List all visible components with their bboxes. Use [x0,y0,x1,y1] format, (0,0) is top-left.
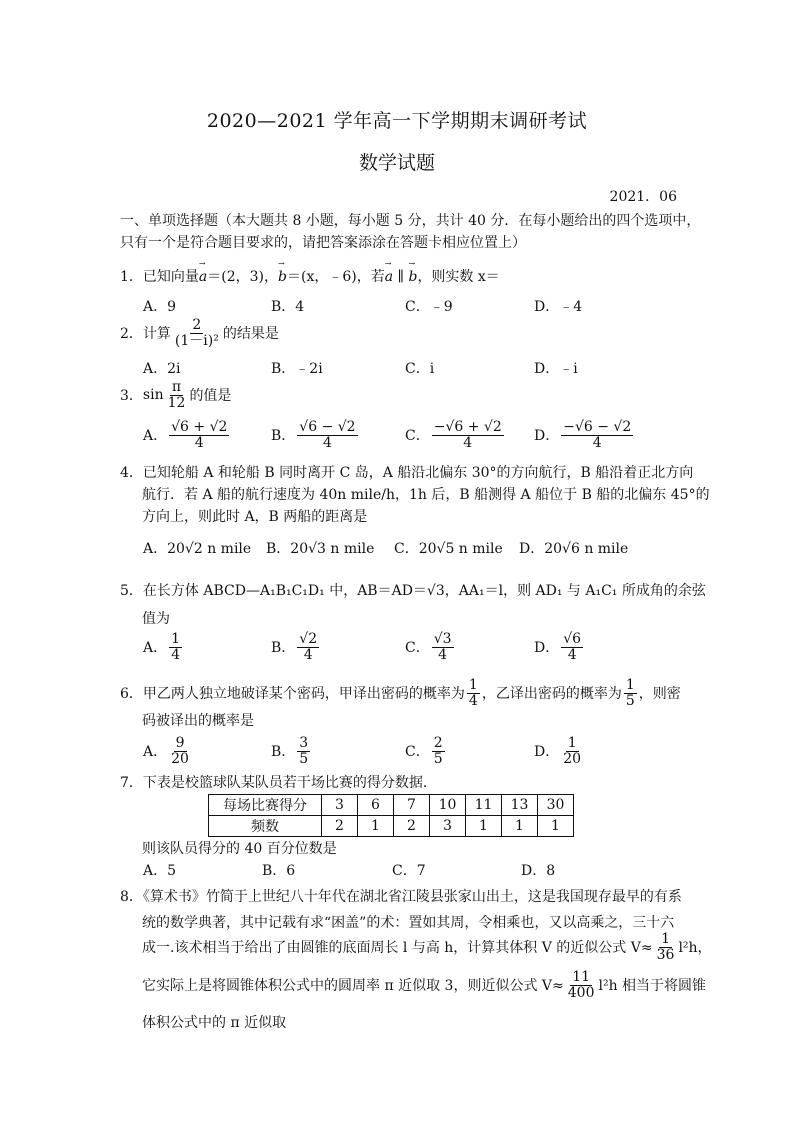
question-8-line2: 统的数学典著，其中记载有求“困盖”的术：置如其周，令相乘也，又以高乘之，三十六 [142,915,675,931]
question-7-line1: 7．下表是校篮球队某队员若干场比赛的得分数据． [120,775,437,791]
question-2: 2． 计算 $\frac{2}{\text{(1－i)²}}$ 的结果是 [120,317,279,349]
q5-option-d: D． $\frac{√6}{4}$ [534,631,582,663]
q2-option-c: C．i [405,361,435,377]
q3-option-c: C． $\frac{-√6 + √2}{4}$ [405,419,502,451]
question-number: 1． [120,269,143,285]
question-6-line2: 码被译出的概率是 [142,713,254,729]
section-heading-line2: 只有一个是符合题目要求的，请把答案添涂在答题卡相应位置上） [120,235,526,251]
table-cell: 30 [538,795,574,816]
question-1: 1．已知向量→ a＝(2，3)，→ b＝(x，﹣6)，若→ a ∥ → b，则实数 x＝ [120,266,500,286]
q7-option-a: A．5 [143,863,177,879]
question-8-line5: 体积公式中的 π 近似取 [142,1015,287,1031]
q2-option-b: B．﹣2i [271,361,323,377]
table-cell: 1 [502,816,538,837]
q6-option-a: A． $\frac{9}{20}$ [143,735,189,767]
table-row [209,795,574,816]
table-cell: 1 [358,816,394,837]
q1-option-c: C．﹣9 [405,299,453,315]
table-cell: 3 [322,795,358,816]
q6-option-c: C． $\frac{2}{5}$ [405,735,443,767]
table-cell: 6 [358,795,394,816]
fraction: $\frac{\pi}{12}$ [167,379,186,411]
q7-option-d: D．8 [521,863,556,879]
q4-option-b: B．20√3 n mile [266,541,375,557]
question-8-line4: 它实际上是将圆锥体积公式中的圆周率 π 近似取 3，则近似公式 V≈ $\frac{11}{400}$ l²h 相当于将圆锥 [142,969,707,1001]
q3-option-a: A． $\frac{√6 + √2}{4}$ [143,419,228,451]
question-4-line2: 航行．若 A 船的航行速度为 40n mile/h，1h 后，B 船测得 A 船位于 B 船的北偏东 45°的 [142,487,710,503]
question-5-line1: 5．在长方体 ABCD—A₁B₁C₁D₁ 中，AB＝AD＝√3，AA₁＝l，则 AD₁ 与 A₁C₁ 所成角的余弦 [120,583,706,599]
question-4-line3: 方向上，则此时 A，B 两船的距离是 [142,509,368,525]
table-cell: 2 [394,816,430,837]
q7-option-b: B．6 [262,863,296,879]
exam-title: 2020—2021 学年高一下学期期末调研考试 [206,110,588,132]
table-cell: 3 [430,816,466,837]
exam-subtitle: 数学试题 [358,152,435,174]
section-heading-line1: 一、单项选择题（本大题共 8 小题，每小题 5 分，共计 40 分．在每小题给出的四个选项中， [120,213,701,229]
question-8-line1: 8．《算术书》竹简于上世纪八十年代在湖北省江陵县张家山出土，这是我国现存最早的有系 [120,889,682,905]
fraction: $\frac{2}{\text{(1－i)²}}$ [174,317,219,349]
table-cell: 13 [502,795,538,816]
q2-option-a: A．2i [143,361,181,377]
q1-option-b: B．4 [271,299,305,315]
table-cell: 11 [466,795,502,816]
table-cell: 1 [538,816,574,837]
question-7-line2: 则该队员得分的 40 百分位数是 [142,841,337,857]
q6-option-d: D． $\frac{1}{20}$ [534,735,582,767]
q5-option-b: B． $\frac{√2}{4}$ [271,631,318,663]
q1-option-a: A．9 [143,299,177,315]
table-cell: 2 [322,816,358,837]
table-cell: 10 [430,795,466,816]
table-row [209,816,574,837]
q2-option-d: D．﹣i [534,361,578,377]
q4-option-d: D．20√6 n mile [519,541,629,557]
table-header-cell: 频数 [209,816,322,837]
q3-option-b: B． $\frac{√6 - √2}{4}$ [271,419,356,451]
table-cell: 1 [466,816,502,837]
q5-option-c: C． $\frac{√3}{4}$ [405,631,452,663]
exam-date: 2021．06 [609,189,677,205]
q4-option-a: A．20√2 n mile [143,541,252,557]
question-6-line1: 6． 甲乙两人独立地破译某个密码，甲译出密码的概率为 $\frac{1}{4}$ ，乙译出密码的概率为 $\frac{1}{5}$ ，则密 [120,677,681,709]
q1-option-d: D．﹣4 [534,299,583,315]
q6-option-b: B． $\frac{3}{5}$ [271,735,309,767]
question-8-line3: 成一.该术相当于给出了由圆锥的底面周长 l 与高 h，计算其体积 V 的近似公式 V≈ $\frac{1}{36}$ l²h， [142,931,712,963]
q7-option-c: C．7 [392,863,426,879]
q5-option-a: A． $\frac{1}{4}$ [143,631,181,663]
vector-a: → a [199,269,207,285]
question-3: 3． sin $\frac{\pi}{12}$ 的值是 [120,379,232,411]
table-header-cell: 每场比赛得分 [209,795,322,816]
table-cell: 7 [394,795,430,816]
score-table [208,794,574,837]
question-5-line2: 值为 [142,611,170,627]
vector-b: → b [278,269,287,285]
q4-option-c: C．20√5 n mile [394,541,503,557]
q3-option-d: D． $\frac{-√6 - √2}{4}$ [534,419,632,451]
question-4-line1: 4．已知轮船 A 和轮船 B 同时离开 C 岛，A 船沿北偏东 30°的方向航行，B 船沿着正北方向 [120,465,694,481]
